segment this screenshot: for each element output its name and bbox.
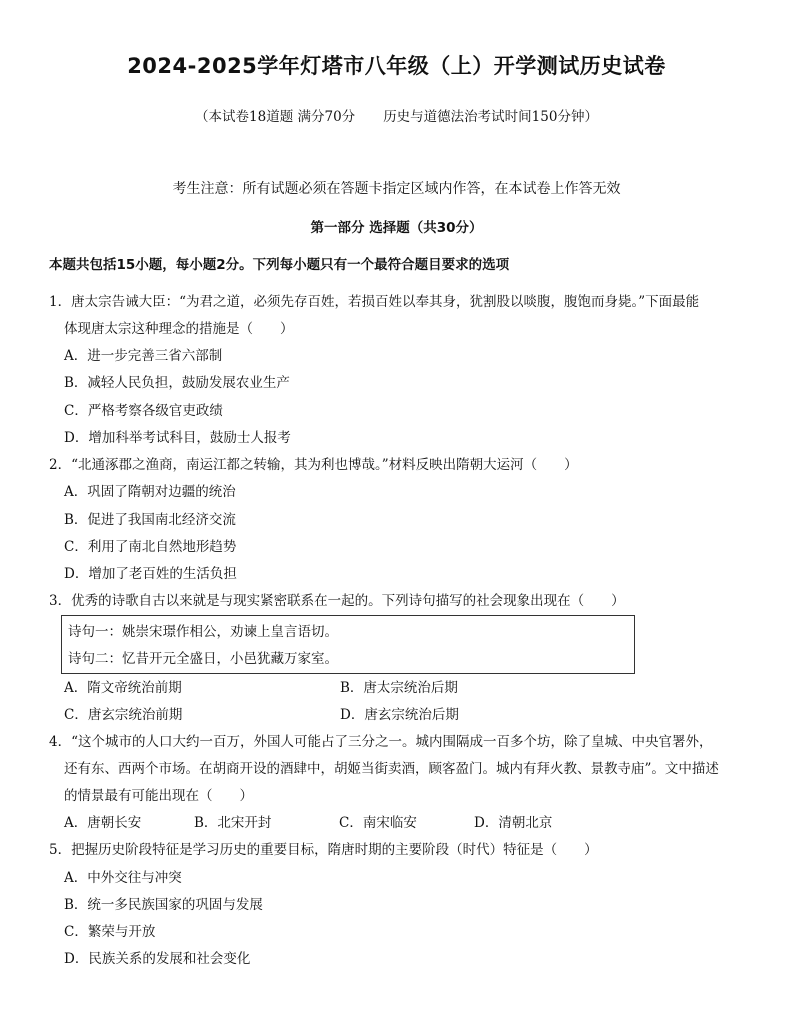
question-3-stem: 3．优秀的诗歌自古以来就是与现实紧密联系在一起的。下列诗句描写的社会现象出现在（ ） <box>49 593 625 609</box>
question-3-option-d: D．唐玄宗统治后期 <box>340 707 459 723</box>
question-5-option-d: D．民族关系的发展和社会变化 <box>64 951 251 967</box>
question-2-option-d: D．增加了老百姓的生活负担 <box>64 566 237 582</box>
question-4-stem-line-1: 4．“这个城市的人口大约一百万，外国人可能占了三分之一。城内围隔成一百多个坊，除了皇城、中央官署外， <box>49 734 713 750</box>
poem-line-1: 诗句一：姚崇宋璟作相公，劝谏上皇言语切。 <box>68 624 338 640</box>
section-title: 第一部分 选择题（共30分） <box>310 220 483 236</box>
exam-title: 2024-2025学年灯塔市八年级（上）开学测试历史试卷 <box>127 54 666 78</box>
question-5-stem: 5．把握历史阶段特征是学习历史的重要目标，隋唐时期的主要阶段（时代）特征是（ ） <box>49 842 598 858</box>
section-instruction: 本题共包括15小题，每小题2分。下列每小题只有一个最符合题目要求的选项 <box>49 257 510 273</box>
question-3-option-c: C．唐玄宗统治前期 <box>64 707 183 723</box>
question-2-option-a: A．巩固了隋朝对边疆的统治 <box>64 484 236 500</box>
poem-line-2: 诗句二：忆昔开元全盛日，小邑犹藏万家室。 <box>68 651 338 667</box>
question-2-option-b: B．促进了我国南北经济交流 <box>64 512 236 528</box>
subtitle-time-info: 历史与道德法治考试时间150分钟） <box>383 109 598 125</box>
question-1-stem-line-1: 1．唐太宗告诫大臣：“为君之道，必须先存百姓，若损百姓以奉其身，犹割股以啖腹，腹饱而身毙。”下面最能 <box>49 294 700 310</box>
question-1-option-c: C．严格考察各级官吏政绩 <box>64 403 223 419</box>
question-5-option-a: A．中外交往与冲突 <box>64 870 182 886</box>
question-1-stem-line-2: 体现唐太宗这种理念的措施是（ ） <box>64 321 294 337</box>
question-1-option-b: B．减轻人民负担，鼓励发展农业生产 <box>64 375 290 391</box>
exam-notice: 考生注意：所有试题必须在答题卡指定区域内作答，在本试卷上作答无效 <box>172 181 621 197</box>
question-4-option-a: A．唐朝长安 <box>64 815 142 831</box>
question-4-stem-line-3: 的情景最有可能出现在（ ） <box>64 788 253 804</box>
question-1-option-d: D．增加科举考试科目，鼓励士人报考 <box>64 430 291 446</box>
question-4-option-c: C．南宋临安 <box>339 815 417 831</box>
question-2-option-c: C．利用了南北自然地形趋势 <box>64 539 237 555</box>
question-5-option-b: B．统一多民族国家的巩固与发展 <box>64 897 263 913</box>
exam-subtitle <box>0 105 793 125</box>
subtitle-score-info: （本试卷18道题 满分70分 <box>195 109 356 125</box>
question-4-option-d: D．清朝北京 <box>474 815 553 831</box>
question-4-option-b: B．北宋开封 <box>194 815 272 831</box>
question-3-poem-box <box>61 615 635 674</box>
question-3-option-b: B．唐太宗统治后期 <box>340 680 458 696</box>
question-1-option-a: A．进一步完善三省六部制 <box>64 348 223 364</box>
question-2-stem: 2．“北通涿郡之渔商，南运江都之转输，其为利也博哉。”材料反映出隋朝大运河（ ） <box>49 457 578 473</box>
question-4-stem-line-2: 还有东、西两个市场。在胡商开设的酒肆中，胡姬当街卖酒，顾客盈门。城内有拜火教、景教寺庙”。文中描述 <box>64 761 719 777</box>
question-5-option-c: C．繁荣与开放 <box>64 924 156 940</box>
question-3-option-a: A．隋文帝统治前期 <box>64 680 182 696</box>
